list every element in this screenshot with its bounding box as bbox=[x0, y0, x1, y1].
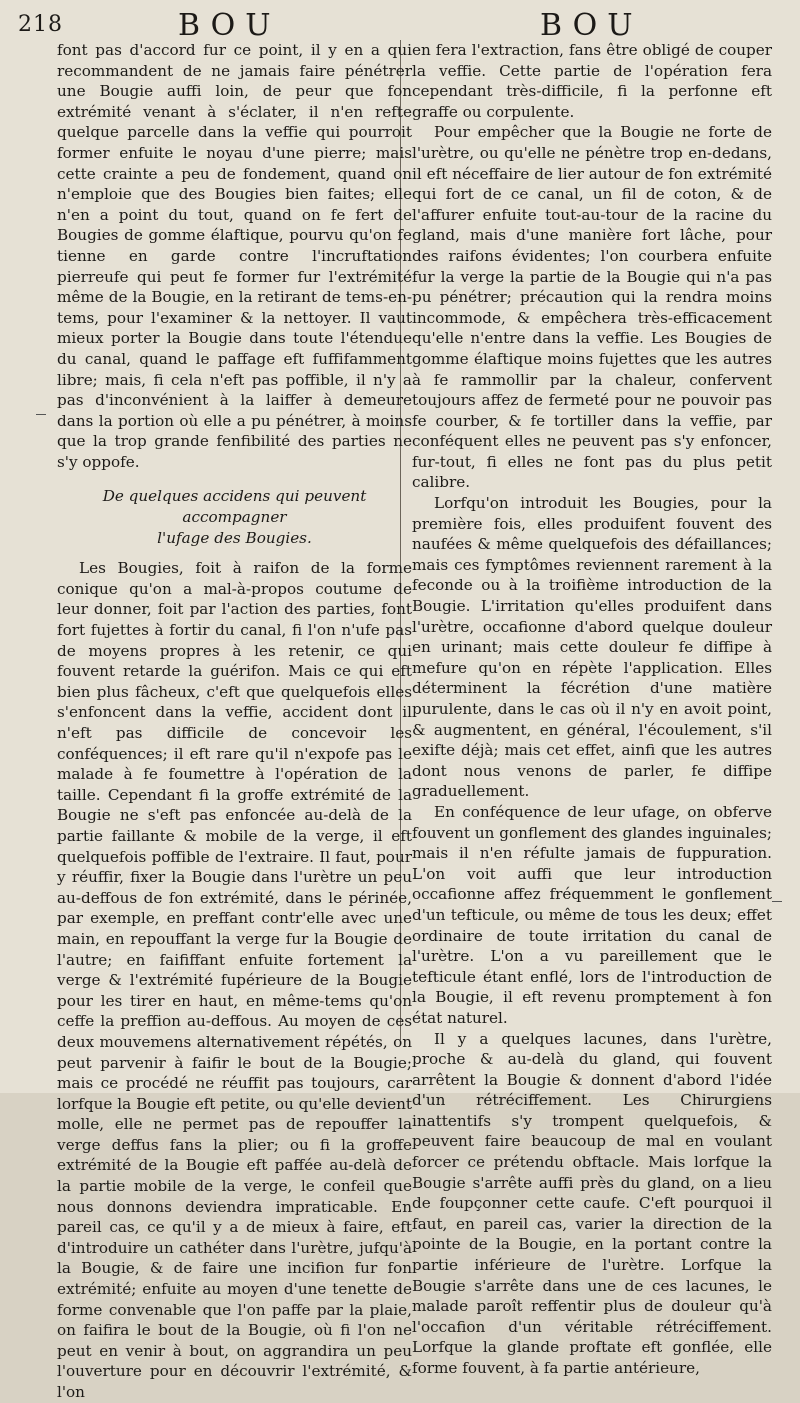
running-head-left: BOU bbox=[178, 8, 281, 43]
paragraph: Pour empêcher que la Bougie ne forte de l'urètre, ou qu'elle ne pénètre trop en-dedans, il eft néceffaire de lier autour de fon extrémité qui fort de ce canal, un fil de coton, & de l'affurer enfuite tout-au-tour de la racine du gland, mais d'une manière fort lâche, pour des raifons évidentes; l'on courbera enfuite fur la verge la partie de la Bougie qui n'a pas pu pénétrer; précaution qui la rendra moins incommode, & empêchera très-efficacement qu'elle n'entre dans la veffie. Les Bougies de gomme élaftique moins fujettes que les autres à fe rammollir par la chaleur, confervent toujours affez de fermeté pour ne pouvoir pas fe courber, & fe tortiller dans la veffie, par conféquent elles ne peuvent pas s'y enfoncer, fur-tout, fi elles ne font pas du plus petit calibre. bbox=[412, 123, 772, 492]
section-title-line: De quelques accidens qui peuvent accompagner bbox=[102, 487, 367, 527]
paragraph: En conféquence de leur ufage, on obferve fouvent un gonflement des glandes inguinales; mais il n'en réfulte jamais de fuppuration. L'on voit auffi que leur introduction occafionne affez fréquemment le gonflement d'un tefticule, ou même de tous les deux; effet ordinaire de toute irritation du canal de l'urètre. L'on a vu pareillement que le tefticule étant enflé, lors de l'introduction de la Bougie, il eft revenu promptement à fon état naturel. bbox=[412, 802, 772, 1027]
paragraph: Lorfqu'on introduit les Bougies, pour la première fois, elles produifent fouvent des naufées & même quelquefois des défaillances; mais ces fymptômes reviennent rarement à la feconde ou à la troifième introduction de la Bougie. L'irritation qu'elles produifent dans l'urètre, occafionne d'abord quelque douleur en urinant; mais cette douleur fe diffipe à mefure qu'on en répète l'application. Elles déterminent la fécrétion d'une matière purulente, dans le cas où il n'y en avoit point, & augmentent, en général, l'écoulement, s'il exifte déjà; mais cet effet, ainfi que les autres dont nous venons de parler, fe diffipe graduellement. bbox=[412, 494, 772, 801]
paragraph: Il y a quelques lacunes, dans l'urètre, proche & au-delà du gland, qui fouvent arrêtent la Bougie & donnent d'abord l'idée d'un rétréciffement. Les Chirurgiens inattentifs s'y trompent quelquefois, & peuvent faire beaucoup de mal en voulant forcer ce prétendu obftacle. Mais lorfque la Bougie s'arrête auffi près du gland, on a lieu de foupçonner cette caufe. C'eft pourquoi il faut, en pareil cas, varier la direction de la pointe de la Bougie, en la portant contre la partie inférieure de l'urètre. Lorfque la Bougie s'arrête dans une de ces lacunes, le malade paroît reffentir plus de douleur qu'à l'occafion d'un véritable rétréciffement. Lorfque la glande proftate eft gonflée, elle forme fouvent, à fa partie antérieure, bbox=[412, 1029, 772, 1377]
running-head-right: BOU bbox=[540, 8, 643, 43]
section-title bbox=[57, 486, 412, 548]
paragraph: Les Bougies, foit à raifon de la forme conique qu'on a mal-à-propos coutume de leur donner, foit par l'action des parties, font fort fujettes à fortir du canal, fi l'on n'ufe pas de moyens propres à les retenir, ce qui fouvent retarde la guérifon. Mais ce qui eft bien plus fâcheux, c'eft que quelquefois elles s'enfoncent dans la veffie, accident dont il n'eft pas difficile de concevoir les conféquences; il eft rare qu'il n'expofe pas le malade à fe foumettre à l'opération de la taille. Cependant fi la groffe extrémité de la Bougie ne s'eft pas enfoncée au-delà de la partie faillante & mobile de la verge, il eft quelquefois poffible de l'extraire. Il faut, pour y réuffir, fixer la Bougie dans l'urètre un peu au-deffous de fon extrémité, dans le périnée, par exemple, en preffant contr'elle avec une main, en repouffant la verge fur la Bougie de l'autre; en faififfant enfuite fortement la verge & l'extrémité fupérieure de la Bougie pour les tirer en haut, en même-tems qu'on ceffe la preffion au-deffous. Au moyen de ces deux mouvemens alternativement répétés, on peut parvenir à faifir le bout de la Bougie; mais ce procédé ne réuffit pas toujours, car lorfque la Bougie eft petite, ou qu'elle devient molle, elle ne permet pas de repouffer la verge deffus fans la plier; ou fi la groffe extrémité de la Bougie eft paffée au-delà de la partie mobile de la verge, le confeil que nous donnons deviendra impraticable. En pareil cas, ce qu'il y a de mieux à faire, eft d'introduire un cathéter dans l'urètre, jufqu'à la Bougie, & de faire une incifion fur fon extrémité; enfuite au moyen d'une tenette de forme convenable que l'on paffe par la plaie, on faifira le bout de la Bougie, où fi l'on ne peut en venir à bout, on aggrandira un peu l'ouverture pour en découvrir l'extrémité, & l'on bbox=[57, 559, 412, 1401]
margin-mark bbox=[772, 901, 782, 902]
paragraph: font pas d'accord fur ce point, il y en a qui recommandent de ne jamais faire pénétrer une Bougie auffi loin, de peur que fon extrémité venant à s'éclater, il n'en refte quelque parcelle dans la veffie qui pourroit former enfuite le noyau d'une pierre; mais cette crainte a peu de fondement, quand on n'emploie que des Bougies bien faites; elle n'en a point du tout, quand on fe fert de Bougies de gomme élaftique, pourvu qu'on fe tienne en garde contre l'incruftation pierreufe qui peut fe former fur l'extrémité même de la Bougie, en la retirant de tems-en-tems, pour l'examiner & la nettoyer. Il vaut mieux porter la Bougie dans toute l'étendue du canal, quand le paffage eft fuffifamment libre; mais, fi cela n'eft pas poffible, il n'y a pas d'inconvénient à la laiffer à demeure dans la portion où elle a pu pénétrer, à moins que la trop grande fenfibilité des parties ne s'y oppofe. bbox=[57, 41, 412, 471]
paragraph: en fera l'extraction, fans être obligé de couper la veffie. Cette partie de l'opération fera cependant très-difficile, fi la perfonne eft graffe ou corpulente. bbox=[412, 41, 772, 121]
page-number: 218 bbox=[18, 12, 63, 37]
left-column bbox=[57, 40, 412, 1403]
margin-mark bbox=[36, 414, 46, 415]
section-title-line: l'ufage des Bougies. bbox=[157, 528, 312, 547]
right-column bbox=[412, 40, 772, 1379]
